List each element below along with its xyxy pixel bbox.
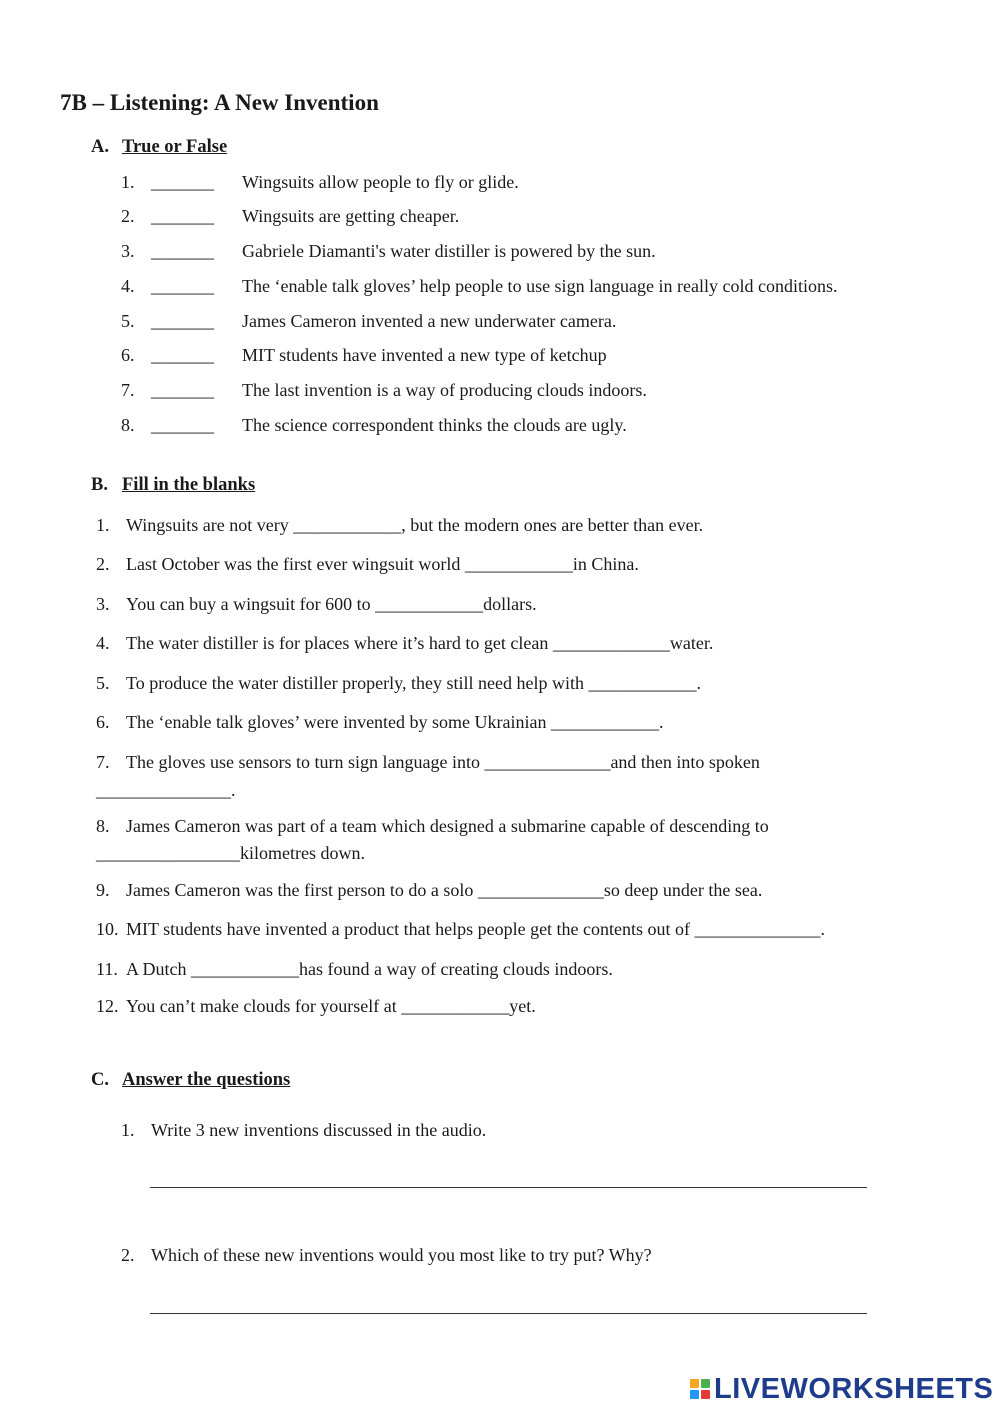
fill-blank-number: 2.	[96, 554, 110, 574]
tf-statement: The ‘enable talk gloves’ help people to use sign language in really cold conditions.	[242, 276, 838, 296]
logo-text: LIVEWORKSHEETS	[714, 1372, 994, 1405]
fill-blank-item[interactable]	[96, 633, 713, 654]
tf-answer-blank[interactable]: _______	[151, 206, 214, 226]
fill-blank-number: 11.	[96, 959, 118, 979]
fill-blank-item[interactable]	[96, 752, 760, 773]
fill-blank-number: 8.	[96, 816, 110, 836]
fill-blank-sentence: You can’t make clouds for yourself at ____________yet.	[126, 996, 536, 1016]
section-a-heading: True or False	[122, 137, 228, 157]
tf-statement: James Cameron invented a new underwater camera.	[242, 311, 617, 331]
section-c-label: C.	[91, 1070, 109, 1090]
tf-number: 4.	[121, 276, 135, 296]
fill-blank-item[interactable]	[96, 594, 537, 615]
logo-block-icon	[690, 1379, 699, 1388]
liveworksheets-logo	[690, 1374, 993, 1404]
tf-statement: The last invention is a way of producing clouds indoors.	[242, 380, 647, 400]
fill-blank-item[interactable]	[96, 816, 769, 837]
question-number: 1.	[121, 1120, 135, 1140]
fill-blank-continuation[interactable]: ________________kilometres down.	[96, 843, 365, 863]
logo-block-icon	[701, 1390, 710, 1399]
fill-blank-item[interactable]	[96, 515, 703, 536]
section-c-heading: Answer the questions	[122, 1070, 291, 1090]
fill-blank-number: 6.	[96, 712, 110, 732]
tf-statement: The science correspondent thinks the clouds are ugly.	[242, 415, 627, 435]
tf-answer-blank[interactable]: _______	[151, 241, 214, 261]
fill-blank-sentence: The ‘enable talk gloves’ were invented by some Ukrainian ____________.	[126, 712, 664, 732]
section-a-label: A.	[91, 137, 109, 157]
tf-answer-blank[interactable]: _______	[151, 415, 214, 435]
fill-blank-number: 3.	[96, 594, 110, 614]
tf-statement: Wingsuits allow people to fly or glide.	[242, 172, 519, 192]
fill-blank-sentence: The water distiller is for places where it’s hard to get clean _____________water.	[126, 633, 714, 653]
tf-answer-blank[interactable]: _______	[151, 276, 214, 296]
question-text: Write 3 new inventions discussed in the audio.	[151, 1120, 487, 1140]
tf-statement: Wingsuits are getting cheaper.	[242, 206, 460, 226]
fill-blank-sentence: The gloves use sensors to turn sign language into ______________and then into spoken	[126, 752, 760, 772]
fill-blank-item[interactable]	[96, 919, 825, 940]
section-b-heading: Fill in the blanks	[122, 475, 256, 495]
fill-blank-number: 5.	[96, 673, 110, 693]
tf-statement: MIT students have invented a new type of ketchup	[242, 345, 607, 365]
tf-number: 7.	[121, 380, 135, 400]
fill-blank-item[interactable]	[96, 880, 762, 901]
tf-number: 8.	[121, 415, 135, 435]
tf-answer-blank[interactable]: _______	[151, 311, 214, 331]
tf-answer-blank[interactable]: _______	[151, 380, 214, 400]
fill-blank-number: 9.	[96, 880, 110, 900]
worksheet-title: 7B – Listening: A New Invention	[60, 90, 379, 115]
tf-answer-blank[interactable]: _______	[151, 172, 214, 192]
tf-number: 3.	[121, 241, 135, 261]
fill-blank-continuation[interactable]: _______________.	[96, 780, 236, 800]
logo-block-icon	[690, 1390, 699, 1399]
fill-blank-number: 10.	[96, 919, 119, 939]
fill-blank-item[interactable]	[96, 996, 536, 1017]
fill-blank-item[interactable]	[96, 712, 664, 733]
fill-blank-sentence: You can buy a wingsuit for 600 to ____________dollars.	[126, 594, 537, 614]
fill-blank-sentence: A Dutch ____________has found a way of creating clouds indoors.	[126, 959, 613, 979]
fill-blank-number: 4.	[96, 633, 110, 653]
logo-block-icon	[701, 1379, 710, 1388]
tf-number: 5.	[121, 311, 135, 331]
section-b-label: B.	[91, 475, 108, 495]
tf-statement: Gabriele Diamanti's water distiller is powered by the sun.	[242, 241, 656, 261]
section-b-header	[91, 475, 255, 496]
fill-blank-item[interactable]	[96, 673, 701, 694]
fill-blank-item[interactable]	[96, 959, 613, 980]
question-text: Which of these new inventions would you most like to try put? Why?	[151, 1245, 652, 1265]
fill-blank-number: 12.	[96, 996, 119, 1016]
tf-answer-blank[interactable]: _______	[151, 345, 214, 365]
tf-number: 6.	[121, 345, 135, 365]
tf-number: 2.	[121, 206, 135, 226]
fill-blank-sentence: To produce the water distiller properly, they still need help with ____________.	[126, 673, 701, 693]
answer-line[interactable]	[150, 1187, 867, 1188]
fill-blank-number: 1.	[96, 515, 110, 535]
section-c-header	[91, 1070, 290, 1091]
liveworksheets-logo-icon	[690, 1379, 710, 1399]
fill-blank-sentence: Last October was the first ever wingsuit world ____________in China.	[126, 554, 639, 574]
fill-blank-sentence: James Cameron was the first person to do a solo ______________so deep under the sea.	[126, 880, 763, 900]
fill-blank-sentence: MIT students have invented a product that helps people get the contents out of ______________.	[126, 919, 826, 939]
fill-blank-sentence: James Cameron was part of a team which designed a submarine capable of descending to	[126, 816, 769, 836]
question-number: 2.	[121, 1245, 135, 1265]
section-a-header	[91, 137, 227, 158]
fill-blank-sentence: Wingsuits are not very ____________, but the modern ones are better than ever.	[126, 515, 704, 535]
fill-blank-item[interactable]	[96, 554, 639, 575]
answer-line[interactable]	[150, 1313, 867, 1314]
tf-number: 1.	[121, 172, 135, 192]
fill-blank-number: 7.	[96, 752, 110, 772]
